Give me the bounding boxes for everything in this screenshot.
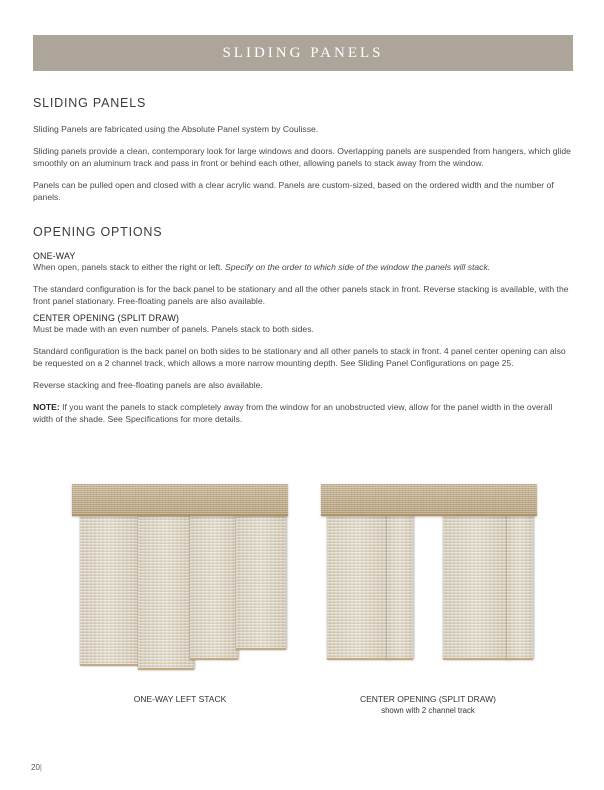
right-figure-caption bbox=[333, 694, 523, 716]
note-paragraph bbox=[33, 401, 573, 425]
intro-paragraph-1: Sliding Panels are fabricated using the Absolute Panel system by Coulisse. bbox=[33, 124, 319, 134]
right-caption-subtext: shown with 2 channel track bbox=[381, 706, 475, 715]
sliding-panel bbox=[138, 512, 194, 670]
one-way-left-stack-image bbox=[72, 484, 288, 674]
center-paragraph-3: Reverse stacking and free-floating panels are also available. bbox=[33, 380, 263, 390]
subheading-center-opening: CENTER OPENING (SPLIT DRAW) bbox=[33, 313, 180, 323]
one-way-italic-note: Specify on the order to which side of the window the panels will stack. bbox=[225, 262, 491, 272]
page-number-value: 20 bbox=[31, 763, 40, 772]
one-way-paragraph-1 bbox=[33, 261, 573, 273]
note-text: If you want the panels to stack completely away from the window for an unobstructed view, allow for the panel width in the overall width of the shade. See Specifications for more details. bbox=[33, 402, 553, 424]
page-number bbox=[31, 763, 42, 772]
sliding-panel bbox=[387, 512, 413, 660]
valance-cornice bbox=[72, 484, 288, 516]
section-heading-sliding-panels: SLIDING PANELS bbox=[33, 96, 147, 110]
main-content bbox=[33, 96, 573, 425]
intro-paragraph-2: Sliding panels provide a clean, contemporary look for large windows and doors. Overlapping panels are suspended from hangers, which glide smoothly on an aluminum track and pass in front or behind each other, allowing panels to stack away from the window. bbox=[33, 146, 571, 168]
one-way-text: When open, panels stack to either the right or left. bbox=[33, 262, 226, 272]
right-caption-text: CENTER OPENING (SPLIT DRAW) bbox=[359, 694, 496, 704]
left-caption-text: ONE-WAY LEFT STACK bbox=[133, 694, 227, 704]
section-heading-opening-options: OPENING OPTIONS bbox=[33, 225, 163, 239]
sliding-panel bbox=[443, 512, 509, 660]
left-figure-caption bbox=[100, 694, 260, 705]
page-number-separator: | bbox=[39, 763, 42, 772]
center-paragraph-1: Must be made with an even number of panels. Panels stack to both sides. bbox=[33, 324, 314, 334]
sliding-panel bbox=[190, 512, 238, 660]
valance-cornice bbox=[321, 484, 537, 516]
note-label: NOTE: bbox=[33, 402, 60, 412]
subheading-one-way: ONE-WAY bbox=[33, 251, 76, 261]
banner-title: SLIDING PANELS bbox=[222, 44, 384, 61]
sliding-panel bbox=[327, 512, 389, 660]
center-opening-split-draw-image bbox=[321, 484, 537, 674]
center-paragraph-2: Standard configuration is the back panel on both sides to be stationary and all other panels to stack in front. 4 panel center opening can also be requested on a 2 channel track, which allows a more narrow mounting depth. See Sliding Panel Configurations on page 25. bbox=[33, 346, 566, 368]
sliding-panel bbox=[236, 512, 286, 650]
sliding-panel bbox=[507, 512, 533, 660]
intro-paragraph-3: Panels can be pulled open and closed with a clear acrylic wand. Panels are custom-sized, based on the ordered width and the number of panels. bbox=[33, 180, 554, 202]
page-banner bbox=[33, 35, 573, 71]
one-way-paragraph-2: The standard configuration is for the back panel to be stationary and all the other panels stack in front. Reverse stacking is available, with the front panel stationary. Free-floating panels are also available. bbox=[33, 284, 569, 306]
sliding-panel bbox=[80, 512, 140, 666]
